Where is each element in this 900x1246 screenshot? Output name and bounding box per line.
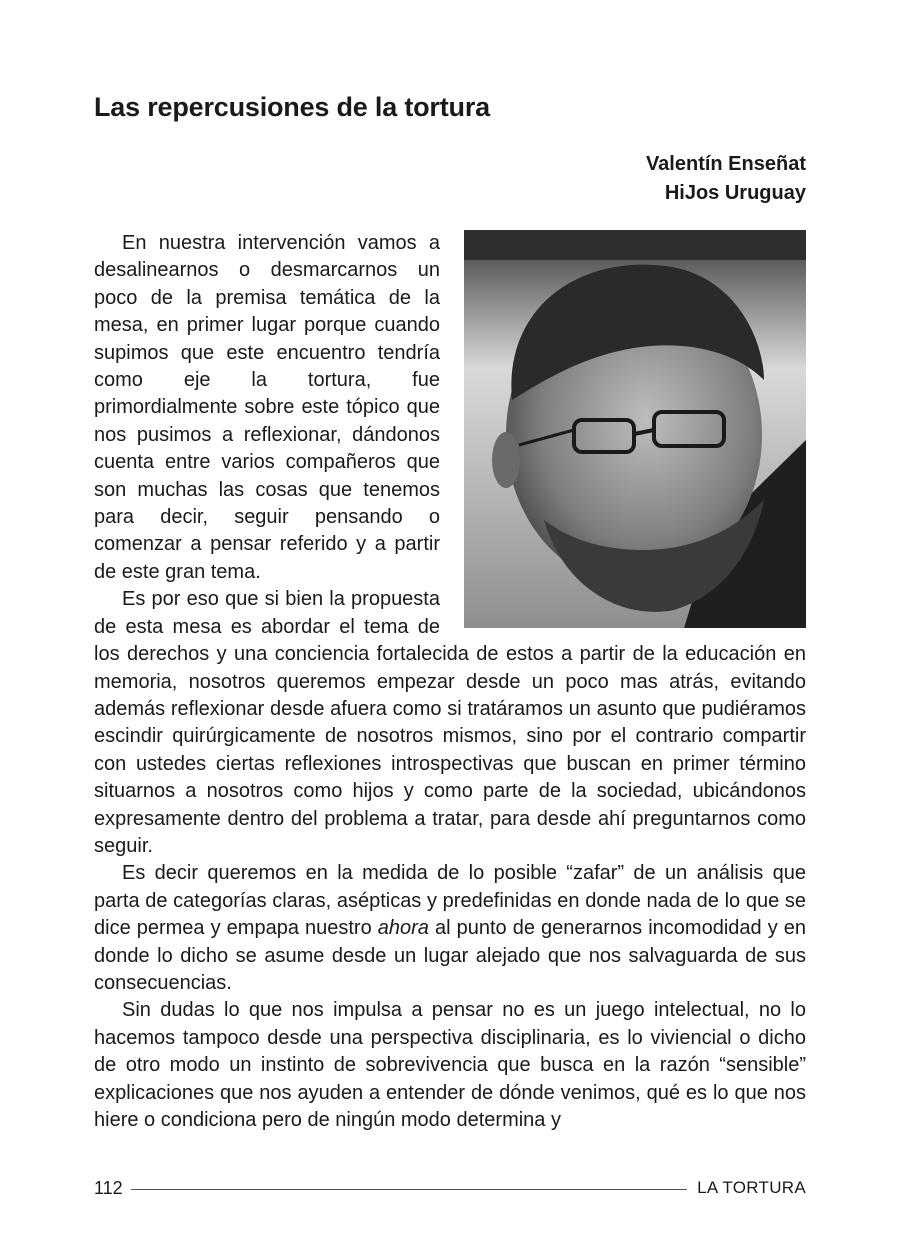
page-number: 112 bbox=[94, 1177, 123, 1198]
author-organization: HiJos Uruguay bbox=[664, 182, 806, 204]
footer-rule bbox=[131, 1189, 687, 1190]
page-title: Las repercusiones de la tortura bbox=[94, 92, 490, 122]
text-run: En nuestra intervención vamos a desalinearnos o desmarcarnos un poco de la premisa temática de la mesa, en primer lugar porque cuando supimos que este encuentro tendría como eje la tortura, fue primordialmente sobre este tópico que nos pusimos a reflexionar, dándonos cuenta entre varios compañeros que son muchas las cosas que tenemos para decir, seguir pensando o comenzar a pensar referido y a partir de este gran tema. bbox=[94, 232, 440, 583]
page-footer bbox=[94, 1176, 806, 1200]
paragraph-4 bbox=[94, 997, 806, 1134]
emphasis-text: ahora bbox=[377, 917, 429, 940]
text-run: Sin dudas lo que nos impulsa a pensar no es un juego intelectual, no lo hacemos tampoco desde una perspectiva disciplinaria, es lo viviencial o dicho de otro modo un instinto de sobrevivencia que busca en la razón “sensible” explicaciones que nos ayuden a entender de dónde venimos, qué es lo que nos hiere o condiciona pero de ningún modo determina y bbox=[94, 999, 806, 1131]
running-section-title: LA TORTURA bbox=[697, 1178, 806, 1197]
author-block bbox=[406, 150, 806, 208]
portrait-illustration bbox=[464, 230, 806, 628]
article-body bbox=[94, 230, 806, 1134]
paragraph-3 bbox=[94, 860, 806, 997]
text-run: al punto de generarnos incomodidad y en donde lo dicho se asume desde un lugar alejado que nos salvaguarda de sus consecuencias. bbox=[94, 917, 806, 994]
text-run: Es por eso que si bien la propuesta de esta mesa es abordar el tema de los derechos y una conciencia fortalecida de estos a partir de la educación en memoria, nosotros queremos empezar desde un poco mas atrás, evitando además reflexionar desde afuera como si tratáramos un asunto que pudiéramos escindir quirúrgicamente de nosotros mismos, sino por el contrario compartir con ustedes ciertas reflexiones introspectivas que buscan en primer término situarnos a nosotros como hijos y como parte de la sociedad, ubicándonos expresamente dentro del problema a tratar, para desde ahí preguntarnos como seguir. bbox=[94, 588, 806, 857]
author-portrait-photo bbox=[464, 230, 806, 628]
text-run: Es decir queremos en la medida de lo posible “zafar” de un análisis que parta de categorías claras, asépticas y predefinidas en donde nada de lo que se dice permea y empapa nuestro bbox=[94, 862, 806, 940]
author-name: Valentín Enseñat bbox=[645, 153, 806, 175]
